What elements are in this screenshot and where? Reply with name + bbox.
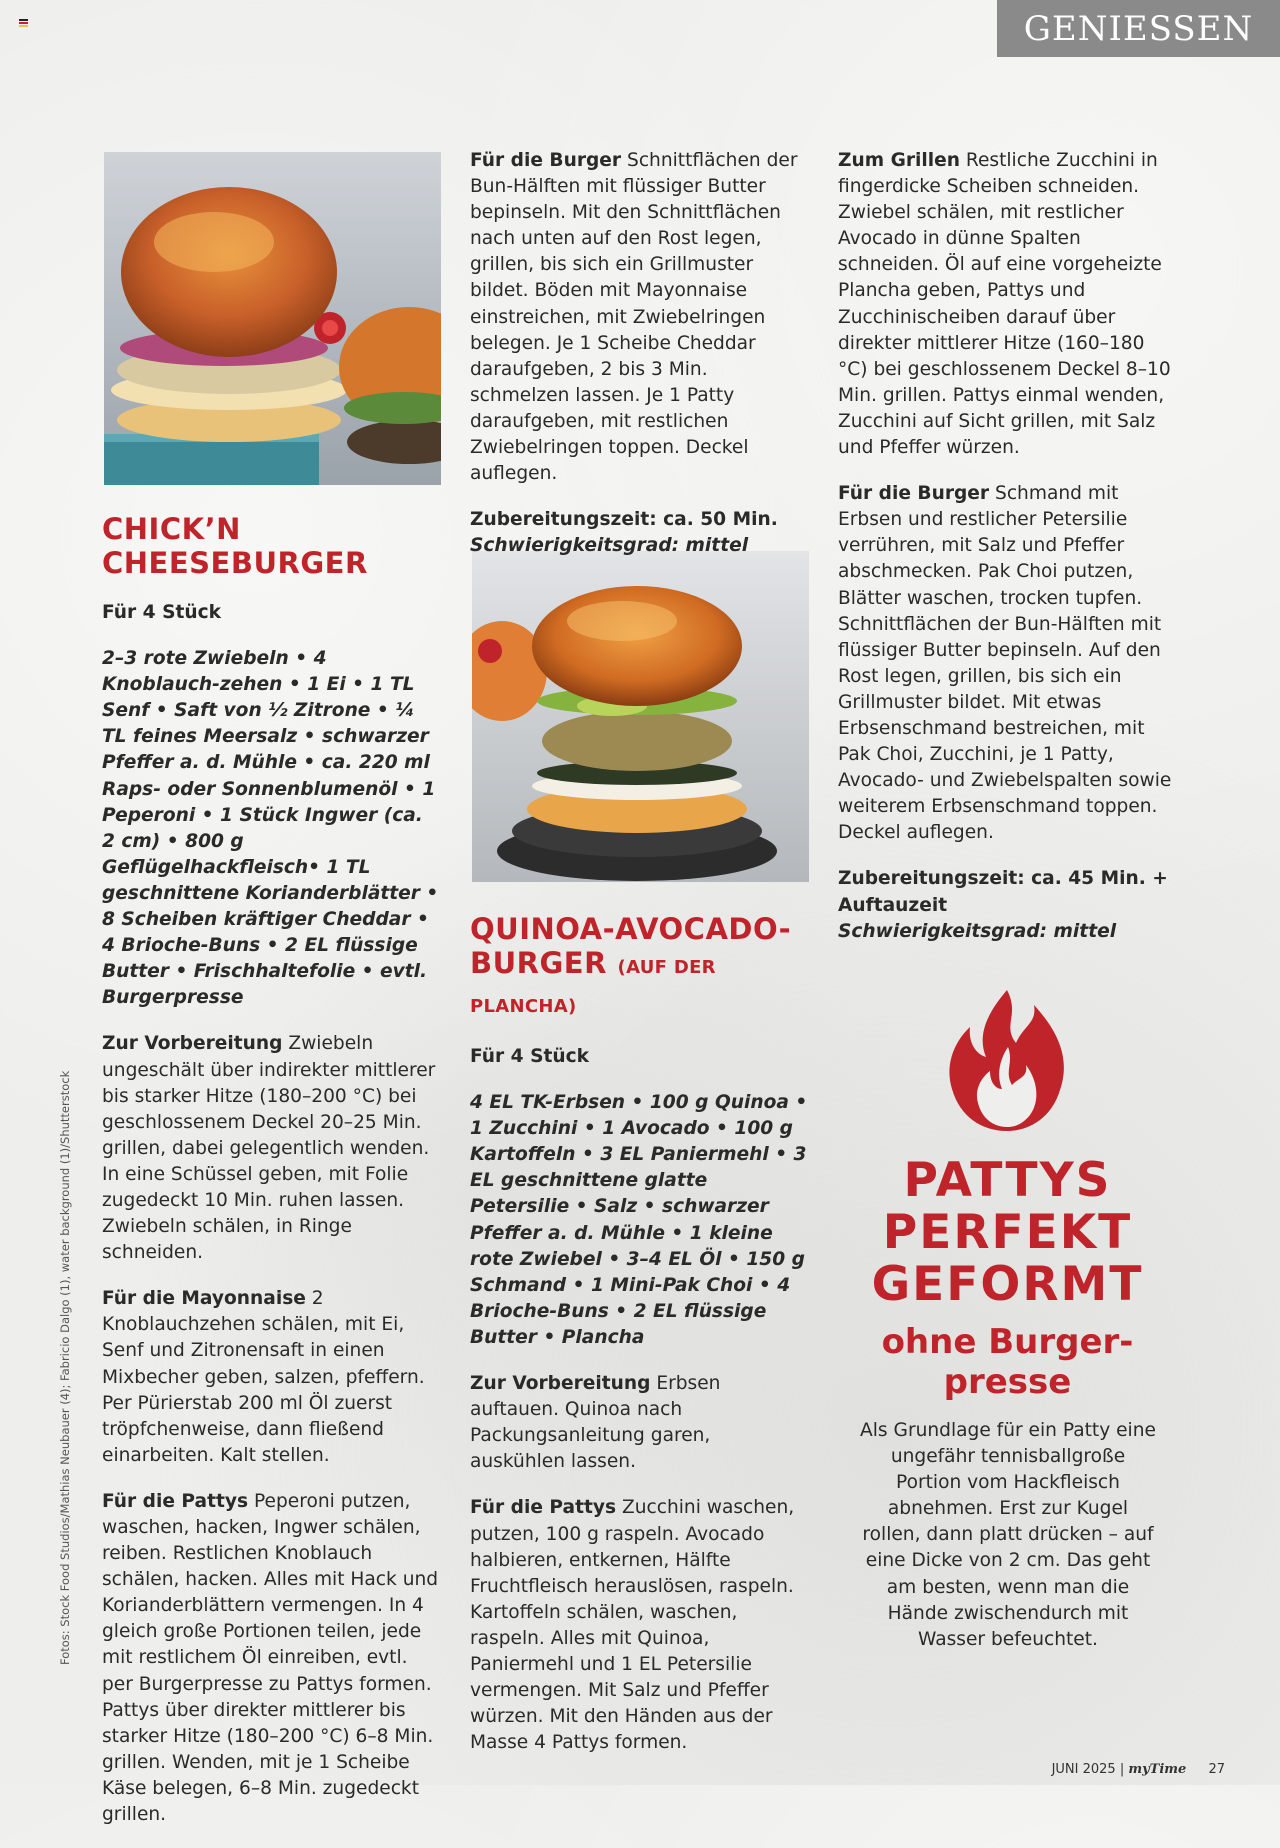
photo-quinoa-avocado-burger <box>472 551 809 882</box>
tip-subtitle: ohne Burger- presse <box>881 1322 1134 1402</box>
flame-icon <box>932 985 1082 1135</box>
recipe-2-grill: Zum Grillen Restliche Zucchini in fingerdicke Scheiben schneiden. Zwiebel schälen, mit restlicher Avocado in dünne Spalten schneiden. Öl auf eine vorgeheizte Plancha geben, Pattys und Zucchinischeiben darauf über direkter mittlerer Hitze (160–180 °C) bei geschlossenem Deckel 8–10 Min. grillen. Pattys einmal wenden, Zucchini auf Sicht grillen, mit Salz und Pfeffer würzen. <box>838 150 1171 459</box>
tip-title: PATTYS PERFEKT GEFORMT <box>871 1153 1144 1312</box>
column-3 <box>838 148 1178 945</box>
recipe-1-difficulty: Schwierigkeitsgrad: mittel <box>470 535 749 557</box>
recipe-2-servings: Für 4 Stück <box>470 1046 589 1067</box>
recipe-1-mayo: Für die Mayonnaise 2 Knoblauchzehen schälen, mit Ei, Senf und Zitronensaft in einen Mixbecher geben, salzen, pfeffern. Per Pürierstab 200 ml Öl zuerst tröpfchenweise, dann fließend einarbeiten. Kalt stellen. <box>102 1288 425 1466</box>
page-number: 27 <box>1208 1762 1225 1777</box>
page-footer: JUNI 2025 | myTime 27 <box>1051 1762 1225 1777</box>
recipe-1-pattys: Für die Pattys Peperoni putzen, waschen, hacken, Ingwer schälen, reiben. Restlichen Knoblauch schälen, hacken. Alles mit Hack und Korianderblättern vermengen. In 4 gleich große Portionen teilen, jede mit restlichem Öl einreiben, evtl. per Burgerpresse zu Pattys formen. Pattys über direkter mittlerer bis starker Hitze (180–200 °C) 6–8 Min. grillen. Wenden, mit je 1 Scheibe Käse belegen, 6–8 Min. zugedeckt grillen. <box>102 1490 439 1826</box>
section-header: GENIESSEN <box>997 0 1280 57</box>
column-2-bottom <box>470 912 810 1776</box>
recipe-1-prep: Zur Vorbereitung Zwiebeln ungeschält über indirekter mittlerer bis starker Hitze (180–200 °C) bei geschlossenem Deckel 20–25 Min. grillen, dabei gelegentlich wenden. In eine Schüssel geben, mit Folie zugedeckt 10 Min. ruhen lassen. Zwiebeln schälen, in Ringe schneiden. <box>102 1033 436 1264</box>
recipe-1-time: Zubereitungszeit: ca. 50 Min. <box>470 509 778 531</box>
photo-chickn-cheeseburger <box>104 152 441 485</box>
recipe-2-pattys: Für die Pattys Zucchini waschen, putzen, 100 g raspeln. Avocado halbieren, entkernen, Hälfte Fruchtfleisch herauslösen, raspeln. Kartoffeln schälen, waschen, raspeln. Alles mit Quinoa, Paniermehl und 1 EL Petersilie vermengen. Mit Salz und Pfeffer würzen. Mit den Händen aus der Masse 4 Pattys formen. <box>470 1497 795 1754</box>
recipe-2-ingredients: 4 EL TK-Erbsen • 100 g Quinoa • 1 Zucchini • 1 Avocado • 100 g Kartoffeln • 3 EL Paniermehl • 3 EL geschnittene glatte Petersilie • Salz • schwarzer Pfeffer a. d. Mühle • 1 kleine rote Zwiebel • 3–4 EL Öl • 150 g Schmand • 1 Mini-Pak Choi • 4 Brioche-Buns • 2 EL flüssige Butter • Plancha <box>470 1092 808 1348</box>
recipe-2-time: Zubereitungszeit: ca. 45 Min. + Auftauzeit <box>838 868 1168 916</box>
photo-credit: Fotos: Stock Food Studios/Mathias Neubauer (4); Fabricio Dalgo (1), water background (1)/Shutterstock <box>58 1070 72 1665</box>
column-1 <box>102 512 442 1848</box>
recipe-1-servings: Für 4 Stück <box>102 602 221 623</box>
tip-text: Als Grundlage für ein Patty eine ungefähr tennisballgroße Portion vom Hackfleisch abnehmen. Erst zur Kugel rollen, dann platt drücken – auf eine Dicke von 2 cm. Das geht am besten, wenn man die Hände zwischendurch mit Wasser befeuchtet. <box>860 1420 1156 1650</box>
recipe-2-burger: Für die Burger Schmand mit Erbsen und restlicher Petersilie verrühren, mit Salz und Pfeffer abschmecken. Pak Choi putzen, Blätter waschen, trocken tupfen. Schnittflächen der Bun-Hälften mit flüssiger Butter bepinseln. Auf den Rost legen, grillen, bis sich ein Grillmuster bildet. Mit etwas Erbsenschmand bestreichen, mit Pak Choi, Zucchini, je 1 Patty, Avocado- und Zwiebelspalten sowie weiterem Erbsenschmand toppen. Deckel auflegen. <box>838 483 1172 844</box>
recipe-2-title: QUINOA-AVOCADO- BURGER (AUF DER PLANCHA) <box>470 912 792 1017</box>
flag-icon <box>19 19 28 27</box>
brand-logo: myTime <box>1128 1762 1187 1777</box>
recipe-2-difficulty: Schwierigkeitsgrad: mittel <box>838 920 1117 942</box>
recipe-1-title: CHICK’N CHEESEBURGER <box>102 512 368 580</box>
recipe-1-ingredients: 2–3 rote Zwiebeln • 4 Knoblauch-zehen • 1 Ei • 1 TL Senf • Saft von ½ Zitrone • ¼ TL feines Meersalz • schwarzer Pfeffer a. d. Mühle • ca. 220 ml Raps- oder Sonnenblumenöl • 1 Peperoni • 1 Stück Ingwer (ca. 2 cm) • 800 g Geflügelhackfleisch• 1 TL geschnittene Korianderblätter • 8 Scheiben kräftiger Cheddar • 4 Brioche-Buns • 2 EL flüssige Butter • Frischhaltefolie • evtl. Burgerpresse <box>102 648 439 1009</box>
recipe-2-prep: Zur Vorbereitung Erbsen auftauen. Quinoa nach Packungsanleitung garen, auskühlen lassen. <box>470 1373 721 1473</box>
column-2-top <box>470 148 810 559</box>
recipe-1-burger: Für die Burger Schnittflächen der Bun-Hälften mit flüssiger Butter bepinseln. Mit den Schnittflächen nach unten auf den Rost legen, grillen, bis sich ein Grillmuster bildet. Böden mit Mayonnaise einstreichen, mit Zwiebelringen belegen. Je 1 Scheibe Cheddar daraufgeben, 2 bis 3 Min. schmelzen lassen. Je 1 Patty daraufgeben, mit restlichen Zwiebelringen toppen. Deckel auflegen. <box>470 150 798 485</box>
